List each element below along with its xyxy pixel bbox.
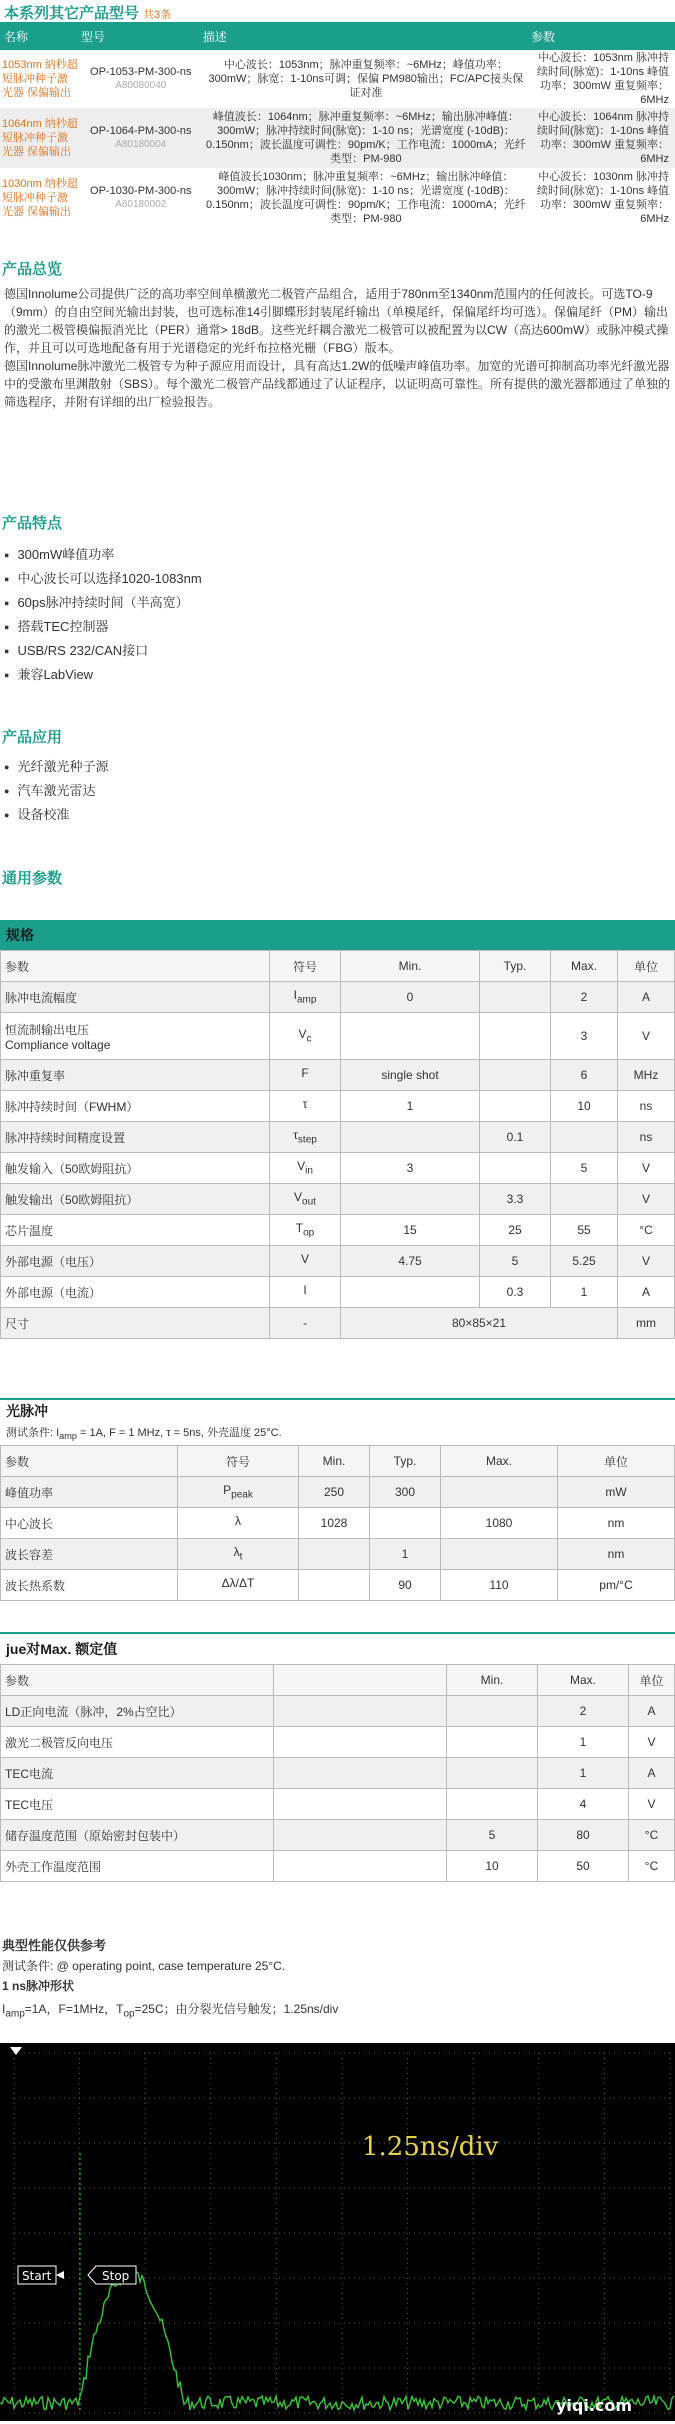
spec-row: 脉冲持续时间精度设置 $\tau_{step}$ 0.1 ns [1, 1122, 675, 1153]
series-model: OP-1064-PM-300-ns [90, 125, 192, 137]
oscilloscope-capture [0, 2043, 675, 2421]
overview-title: 产品总览 [2, 261, 63, 278]
start-label: Start [22, 2269, 52, 2283]
overview-paragraph-2: 德国Innolume脉冲激光二极管专为种子源应用而设计，具有高达1.2W的低噪声峰值功率。加宽的光谱可抑制高功率光纤激光器中的受激布里渊散射（SBS）。每个激光二极管产品线都通过了认证程序，以证明高可靠性。所有提供的激光器都通过了单独的筛选程序，并附有详细的出厂检验报告。 [4, 359, 671, 409]
spec-table [0, 950, 675, 1339]
applications-title: 产品应用 [2, 729, 63, 746]
series-count: 共3条 [143, 9, 172, 21]
optical-header-row: 参数 符号 Min. Typ. Max. 单位 [1, 1446, 675, 1477]
optical-conditions: 测试条件: $I_{amp} = 1A$, F = 1 MHz, τ = 5ns, 外壳温度 25°C. [6, 1427, 282, 1442]
series-title: 本系列其它产品型号 共3条 [4, 5, 172, 22]
series-desc: 峰值波长：1064nm；脉冲重复频率：~6MHz；输出脉冲峰值：300mW；脉冲持续时间(脉宽)：1-10 ns；光谱宽度 (-10dB)：0.150nm；波长温度可调性：90pm/K；工作电流：1000mA；光纤类型：PM-980 [202, 108, 530, 168]
spec-row: 外部电源（电流） I 0.3 1 A [1, 1277, 675, 1308]
applications-list [0, 755, 675, 827]
overview-paragraph-1: 德国Innolume公司提供广泛的高功率空间单横激光二极管产品组合，适用于780nm至1340nm范围内的任何波长。可选TO-9（9mm）的自由空间光输出封装，也可选标准14引脚蝶形封装尾纤输出（单模尾纤，保偏尾纤均可选）。保偏尾纤（PM）输出的激光二极管模偏振消光比（PER）通常> 18dB。这些光纤耦合激光二极管可以被配置为以CW（高达600mW）或脉冲模式操作，并且可以可选地配备有用于光谱稳定的光纤布拉格光栅（FBG）版本。 [4, 287, 669, 355]
series-param: 中心波长：1030nm 脉冲持续时间(脉宽)：1-10ns 峰值功率：300mW 重复频率：6MHz [530, 168, 675, 228]
absmax-row: TEC电压 4 V [1, 1789, 675, 1820]
features-section [0, 512, 675, 687]
spec-row: 触发输出（50欧姆阻抗） $V_{out}$ 3.3 V [1, 1184, 675, 1215]
optical-table-section [0, 1398, 675, 1601]
series-row[interactable] [0, 108, 675, 168]
optical-row: 中心波长 λ 1028 1080 nm [1, 1508, 675, 1539]
series-product-link[interactable]: 1064nm 纳秒超短脉冲种子激光器 保偏输出 [0, 108, 80, 168]
absmax-table-title: jue对Max. 额定值 [0, 1632, 675, 1664]
series-desc: 峰值波长1030nm；脉冲重复频率：~6MHz；输出脉冲峰值：300mW；脉冲持续时间(脉宽)：1-10 ns；光谱宽度 (-10dB)：0.150nm；波长温度可调性：90pm/K；工作电流：1000mA；光纤类型：PM-980 [202, 168, 530, 228]
optical-table [0, 1445, 675, 1601]
series-desc: 中心波长：1053nm；脉冲重复频率：~6MHz；峰值功率：300mW；脉宽：1-10ns可调；保偏 PM980输出；FC/APC接头保证对准 [202, 50, 530, 108]
scope-scale-label: 1.25ns/div [362, 2132, 499, 2162]
spec-row: 恒流制输出电压 Compliance voltage $V_c$ 3 V [1, 1013, 675, 1060]
start-marker [18, 2266, 64, 2284]
spec-row: 芯片温度 $T_{op}$ 15 25 55 °C [1, 1215, 675, 1246]
spec-row: 外部电源（电压） V 4.75 5 5.25 V [1, 1246, 675, 1277]
series-header-name: 名称 [0, 22, 80, 50]
feature-item: ● 60ps脉冲持续时间（半高宽） [4, 591, 675, 615]
application-item: ● 设备校准 [4, 803, 675, 827]
spec-row: 脉冲持续时间（FWHM） τ 1 10 ns [1, 1091, 675, 1122]
absmax-row: 激光二极管反向电压 1 V [1, 1727, 675, 1758]
spec-row: 脉冲电流幅度 $I_{amp}$ 0 2 A [1, 982, 675, 1013]
watermark: yiqi.com [556, 2396, 633, 2415]
absmax-row: 储存温度范围（原始密封包装中） 5 80 °C [1, 1820, 675, 1851]
spec-row: 触发输入（50欧姆阻抗） $V_{in}$ 3 5 V [1, 1153, 675, 1184]
optical-row: 波长热系数 Δλ/ΔT 90 110 pm/°C [1, 1570, 675, 1601]
series-code: A80180004 [115, 139, 167, 150]
series-row[interactable] [0, 50, 675, 108]
feature-item: ● USB/RS 232/CAN接口 [4, 639, 675, 663]
series-code: A80180002 [115, 199, 167, 210]
trigger-marker-icon [10, 2047, 22, 2055]
pulse-shape-conditions: $I_{amp}=1A$，F=1MHz，$T_{op}=25C$；由分裂光信号触发；1.25ns/div [2, 2002, 339, 2020]
spec-table-section [0, 920, 675, 1339]
feature-item: ● 300mW峰值功率 [4, 543, 675, 567]
absmax-row: 外壳工作温度范围 10 50 °C [1, 1851, 675, 1882]
series-header-desc: 描述 [202, 22, 530, 50]
feature-item: ● 中心波长可以选择1020-1083nm [4, 567, 675, 591]
series-header-row [0, 22, 675, 50]
absmax-row: LD正向电流（脉冲，2%占空比） 2 A [1, 1696, 675, 1727]
optical-row: 波长容差 $\lambda_t$ 1 nm [1, 1539, 675, 1570]
pulse-shape-title: 1 ns脉冲形状 [2, 1979, 75, 1993]
absmax-header-row: 参数 Min. Max. 单位 [1, 1665, 675, 1696]
features-title: 产品特点 [2, 515, 63, 532]
series-param: 中心波长：1053nm 脉冲持续时间(脉宽)：1-10ns 峰值功率：300mW 重复频率：6MHz [530, 50, 675, 108]
series-header-param: 参数 [530, 22, 675, 50]
series-product-link[interactable]: 1030nm 纳秒超短脉冲种子激光器 保偏输出 [0, 168, 80, 228]
application-item: ● 光纤激光种子源 [4, 755, 675, 779]
spec-row: 尺寸 - 80×85×21 mm [1, 1308, 675, 1339]
series-model: OP-1030-PM-300-ns [90, 185, 192, 197]
features-list [0, 543, 675, 687]
typical-title: 典型性能仅供参考 [2, 1938, 107, 1953]
scope-grid [14, 2053, 670, 2413]
general-title: 通用参数 [2, 870, 63, 887]
stop-label: Stop [102, 2269, 130, 2283]
overview-section [0, 258, 675, 411]
oscilloscope-svg [0, 2043, 675, 2421]
series-table [0, 22, 675, 228]
series-code: A80080040 [115, 80, 167, 91]
typical-section [0, 1936, 675, 2027]
pulse-trace-line [0, 2272, 674, 2410]
series-param: 中心波长：1064nm 脉冲持续时间(脉宽)：1-10ns 峰值功率：300mW 重复频率：6MHz [530, 108, 675, 168]
absmax-table [0, 1664, 675, 1882]
stop-marker [88, 2266, 136, 2284]
optical-row: 峰值功率 $P_{peak}$ 250 300 mW [1, 1477, 675, 1508]
spec-header-row: 参数 符号 Min. Typ. Max. 单位 [1, 951, 675, 982]
series-row[interactable] [0, 168, 675, 228]
typical-conditions: 测试条件: @ operating point, case temperature 25°C. [2, 1959, 286, 1973]
feature-item: ● 兼容LabView [4, 663, 675, 687]
spec-table-title: 规格 [0, 920, 675, 950]
absmax-row: TEC电流 1 A [1, 1758, 675, 1789]
spec-row: 脉冲重复率 F single shot 6 MHz [1, 1060, 675, 1091]
absmax-table-section [0, 1632, 675, 1882]
feature-item: ● 搭载TEC控制器 [4, 615, 675, 639]
start-arrow-icon [56, 2271, 64, 2279]
series-header-model: 型号 [80, 22, 202, 50]
applications-section [0, 726, 675, 827]
series-model: OP-1053-PM-300-ns [90, 66, 192, 78]
optical-table-title: 光脉冲 [0, 1398, 675, 1422]
application-item: ● 汽车激光雷达 [4, 779, 675, 803]
series-product-link[interactable]: 1053nm 納秒超短脉冲种子激光器 保偏输出 [0, 50, 80, 108]
